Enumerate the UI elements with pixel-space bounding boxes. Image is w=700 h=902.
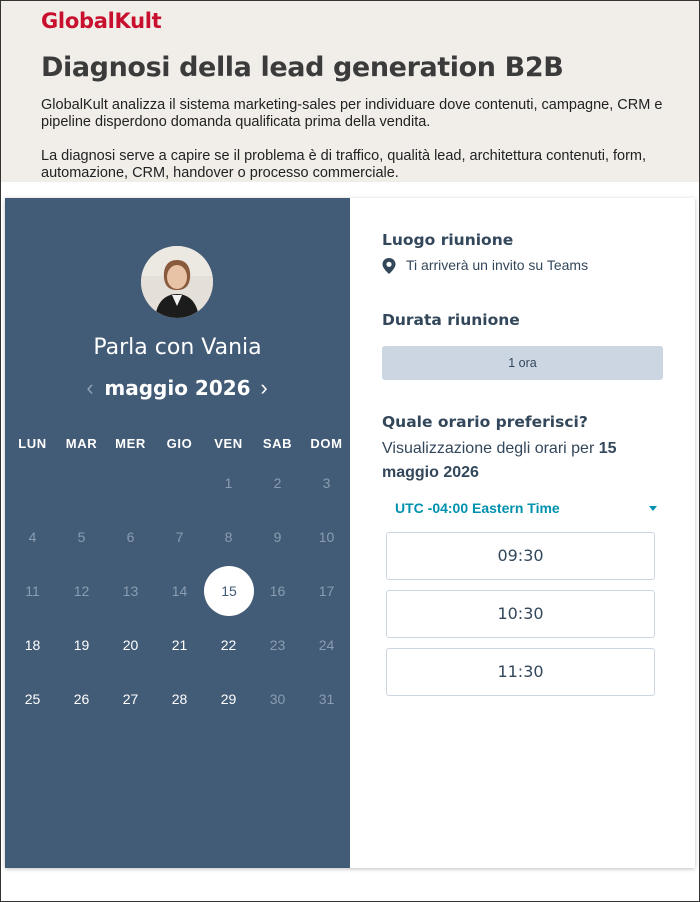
weekday-label: VEN [214,436,243,451]
calendar-day[interactable]: 20 [122,637,139,653]
calendar-day[interactable]: 27 [122,691,139,707]
meeting-scheduler [5,198,695,868]
calendar-day: 30 [269,691,286,707]
page-header [1,1,699,182]
weekday-label: LUN [18,436,47,451]
weekday-label: MAR [65,436,98,451]
calendar-day: 31 [318,691,335,707]
calendar-day: 2 [273,475,282,491]
host-name: Parla con Vania [93,335,262,360]
page-title: Diagnosi della lead generation B2B [41,52,564,83]
calendar-day: 1 [224,475,233,491]
timezone-dropdown[interactable] [395,498,657,520]
calendar-day: 5 [77,529,86,545]
showing-date: 15 maggio 2026 [382,440,617,481]
time-slot-button[interactable]: 10:30 [386,590,655,638]
intro-paragraph: GlobalKult analizza il sistema marketing-sales per individuare dove contenuti, campagne, CRM e pipeline disperdono domanda qualificata prima della vendita. [41,97,663,130]
weekday-label: GIO [166,436,193,451]
duration-option-button[interactable]: 1 ora [382,346,663,380]
intro-paragraph-2: La diagnosi serve a capire se il problema è di traffico, qualità lead, architettura contenuti, form, automazione, CRM, handover o processo commerciale. [41,148,647,181]
time-question-label: Quale orario preferisci? [382,413,588,431]
calendar-day[interactable]: 19 [73,637,90,653]
calendar-day[interactable]: 28 [171,691,188,707]
brand-logo-text[interactable]: GlobalKult [41,9,162,33]
location-label: Luogo riunione [382,231,514,249]
calendar-day: 6 [126,529,135,545]
calendar-day[interactable]: 18 [24,637,41,653]
calendar-day: 7 [175,529,184,545]
calendar-day: 23 [269,637,286,653]
calendar-day: 8 [224,529,233,545]
month-label: maggio 2026 [104,376,251,400]
weekday-label: SAB [262,436,293,451]
time-slot-button[interactable]: 09:30 [386,532,655,580]
calendar-day: 13 [122,583,139,599]
time-slot-button[interactable]: 11:30 [386,648,655,696]
calendar-day: 16 [269,583,286,599]
calendar-day: 11 [25,583,40,599]
calendar-day-selected[interactable]: 15 [204,566,253,616]
calendar-day[interactable]: 25 [24,691,41,707]
location-text: Ti arriverà un invito su Teams [406,257,589,273]
calendar-day: 24 [318,637,335,653]
weekday-header [5,436,350,456]
selected-date-text [382,437,662,485]
month-navigator [5,373,350,403]
calendar-day: 3 [322,475,331,491]
calendar-day[interactable]: 29 [220,691,237,707]
calendar-panel [5,198,350,868]
chevron-left-icon[interactable]: ‹ [86,375,94,400]
weekday-label: MER [115,436,146,451]
calendar-day: 9 [273,529,282,545]
timezone-label: UTC -04:00 Eastern Time [395,500,560,516]
caret-down-icon [649,506,657,511]
chevron-right-icon[interactable]: › [260,375,268,400]
weekday-label: DOM [310,436,343,451]
showing-prefix: Visualizzazione degli orari per [382,440,595,457]
calendar-day[interactable]: 22 [220,637,237,653]
details-panel [350,198,695,868]
duration-label: Durata riunione [382,311,520,329]
map-pin-icon [382,258,396,274]
calendar-day: 12 [73,583,90,599]
calendar-day: 17 [318,583,335,599]
calendar-day[interactable]: 21 [171,637,188,653]
calendar-day: 10 [318,529,335,545]
calendar-day: 4 [28,529,37,545]
avatar [141,246,213,318]
calendar-day: 14 [171,583,188,599]
calendar-day[interactable]: 26 [73,691,90,707]
